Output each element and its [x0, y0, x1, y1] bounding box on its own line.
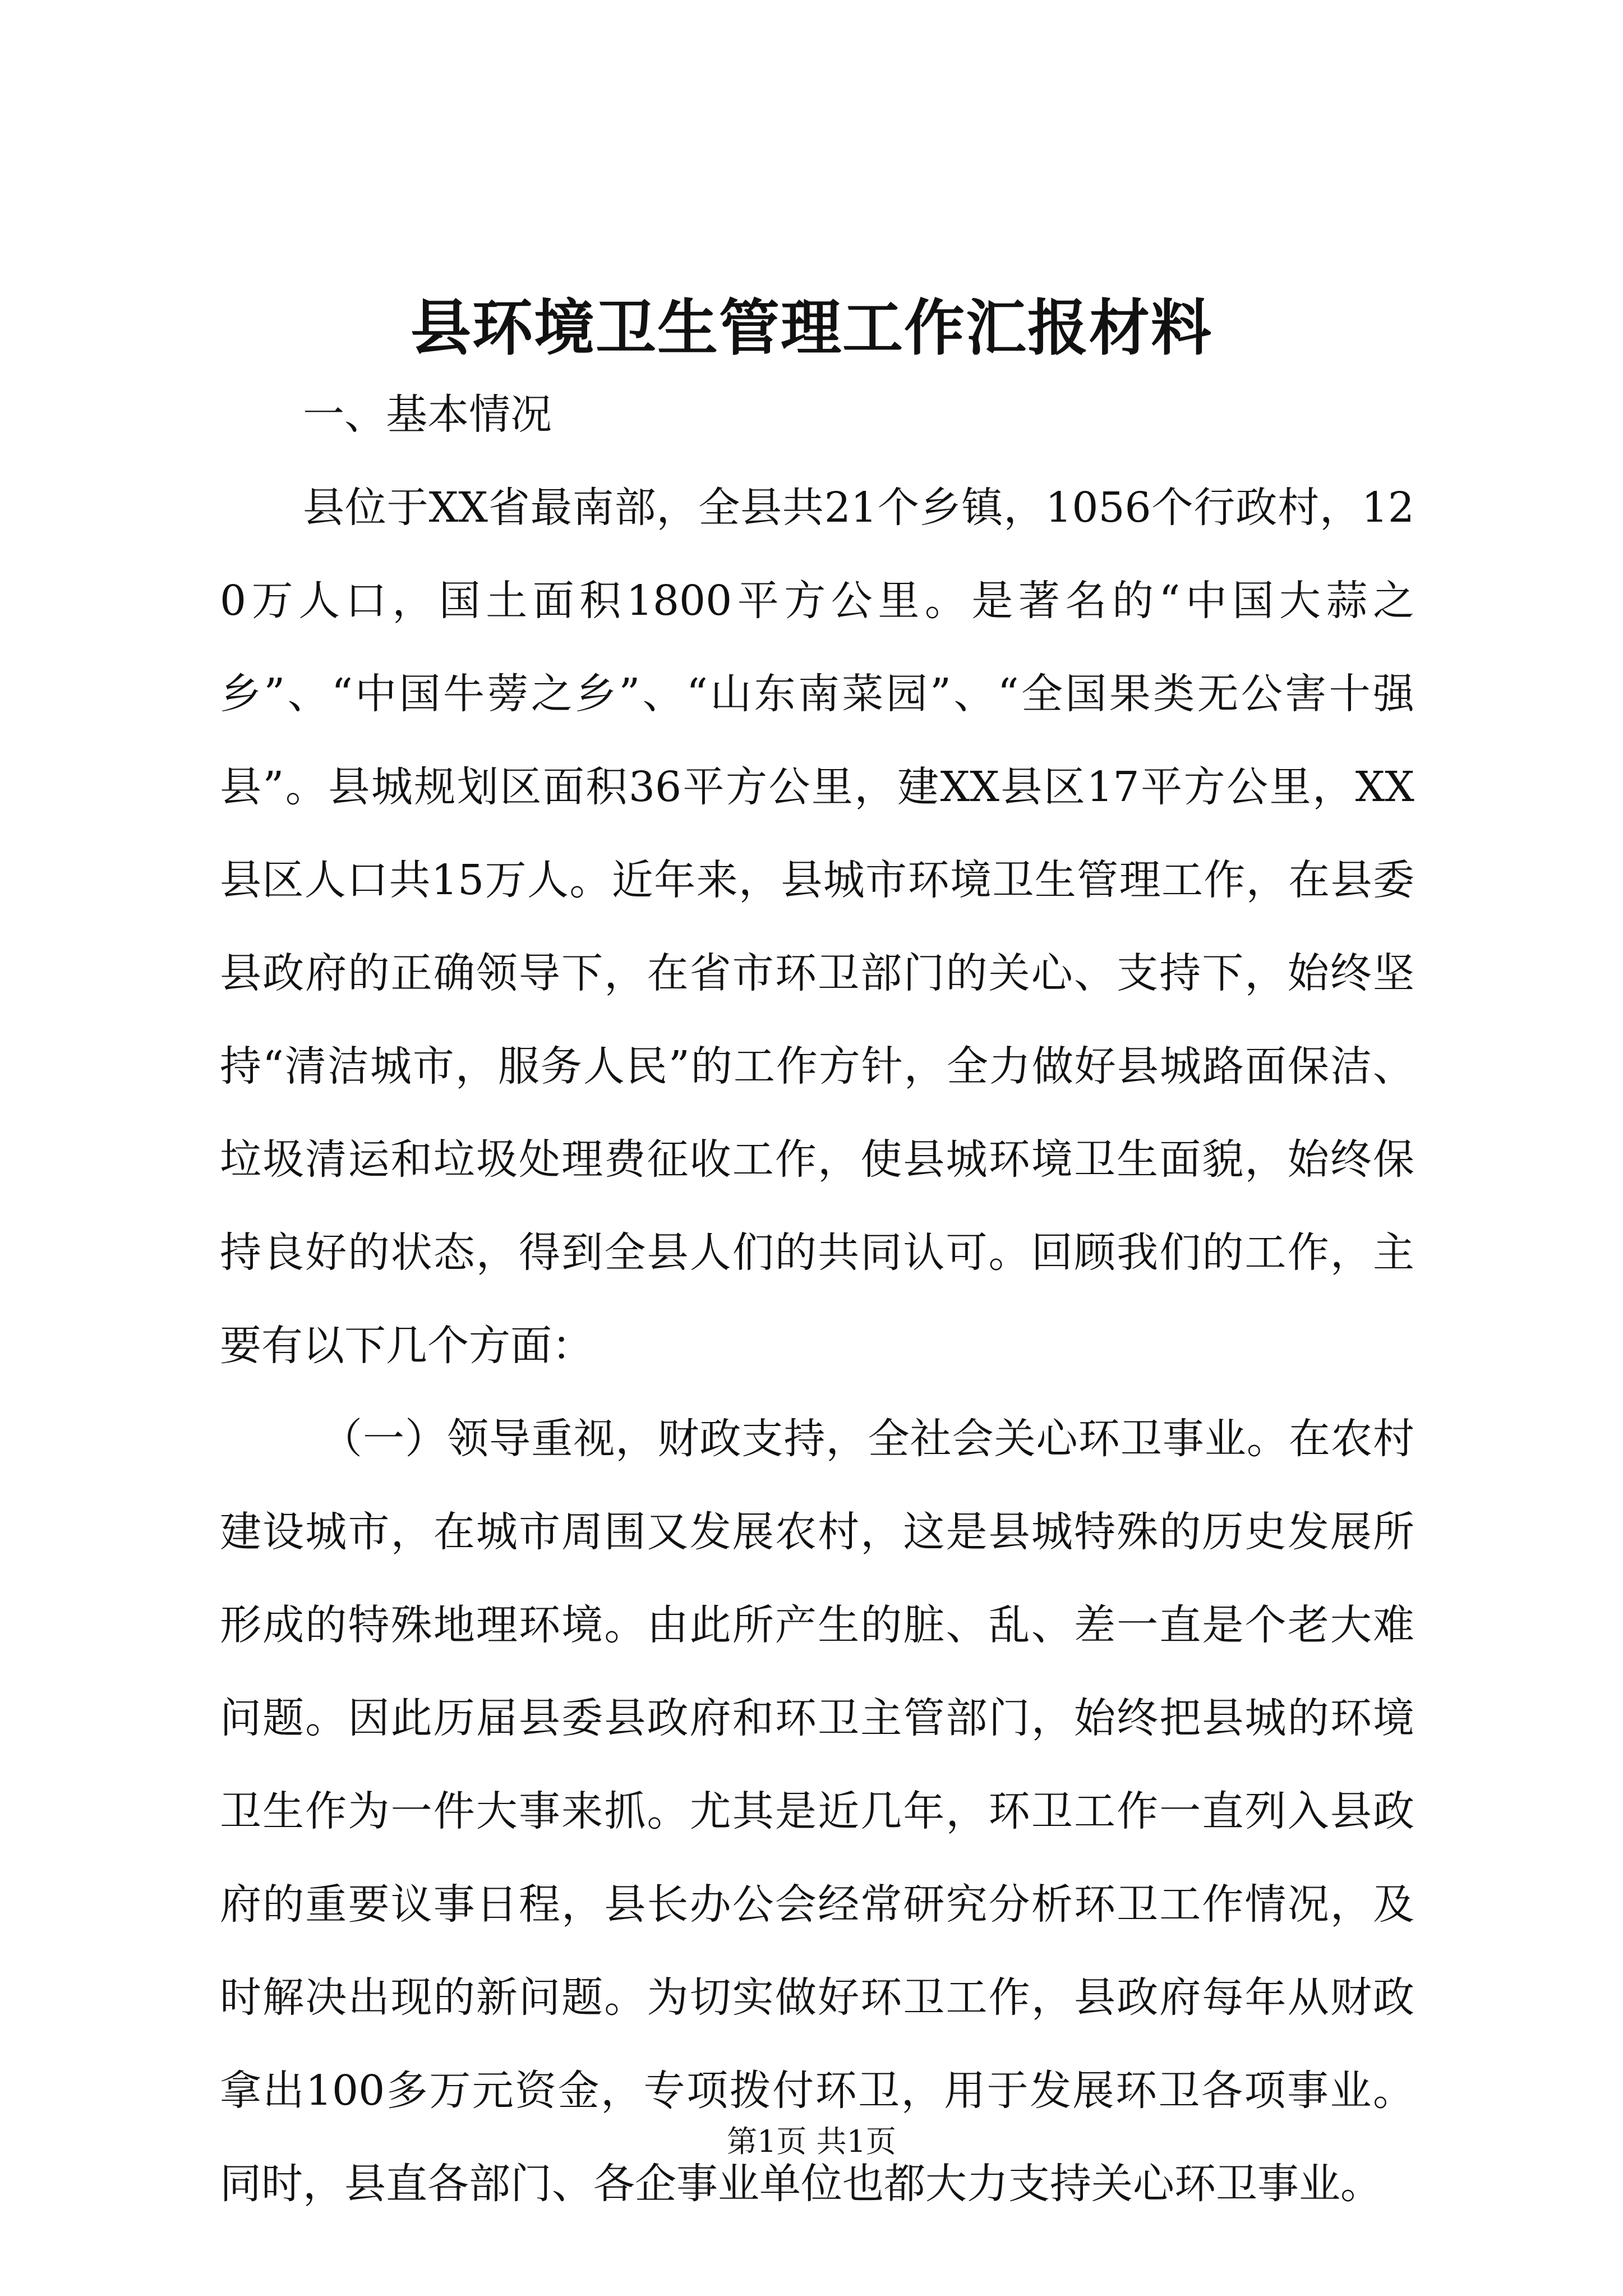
document-title: 县环境卫生管理工作汇报材料: [410, 293, 1212, 364]
section-heading: 一、基本情况: [303, 390, 552, 439]
paragraph-basic-situation: 县位于XX省最南部，全县共21个乡镇，1056个行政村，120万人口，国土面积1800平方公里。是著名的“中国大蒜之乡”、“中国牛蒡之乡”、“山东南菜园”、“全国果类无公害十强县”。县城规划区面积36平方公里，建XX县区17平方公里，XX县区人口共15万人。近年来，县城市环境卫生管理工作，在县委县政府的正确领导下，在省市环卫部门的关心、支持下，始终坚持“清洁城市，服务人民”的工作方针，全力做好县城路面保洁、垃圾清运和垃圾处理费征收工作，使县城环境卫生面貌，始终保持良好的状态，得到全县人们的共同认可。回顾我们的工作，主要有以下几个方面：: [220, 484, 1414, 1370]
document-body: [220, 368, 1414, 2230]
paragraph-leadership: （一）领导重视，财政支持，全社会关心环卫事业。在农村建设城市，在城市周围又发展农村，这是县城特殊的历史发展所形成的特殊地理环境。由此所产生的脏、乱、差一直是个老大难问题。因此历届县委县政府和环卫主管部门，始终把县城的环境卫生作为一件大事来抓。尤其是近几年，环卫工作一直列入县政府的重要议事日程，县长办公会经常研究分析环卫工作情况，及时解决出现的新问题。为切实做好环卫工作，县政府每年从财政拿出100多万元资金，专项拨付环卫，用于发展环卫各项事业。同时，县直各部门、各企事业单位也都大力支持关心环卫事业。: [220, 1415, 1414, 2208]
page-footer: 第1页 共1页: [727, 2124, 896, 2159]
